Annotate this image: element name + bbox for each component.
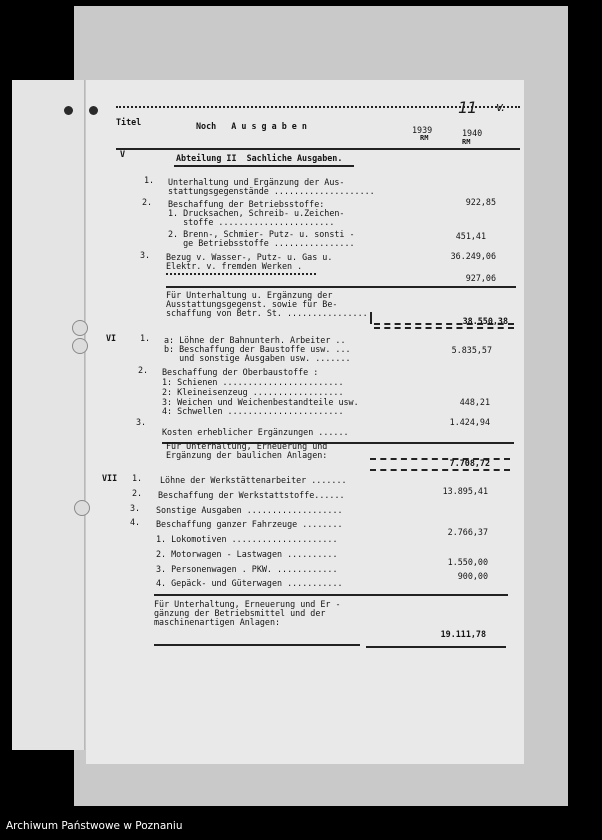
item-line: Kosten erheblicher Ergänzungen ...... (162, 427, 349, 437)
item-amount: 2.766,37 (447, 527, 488, 537)
subtotal-line: gänzung der Betriebsmittel und der (154, 608, 326, 618)
item-line: ge Betriebsstoffe ................ (168, 238, 355, 248)
item-line: b: Beschaffung der Baustoffe usw. ... (164, 344, 351, 354)
item-amount: 5.835,57 (451, 345, 492, 355)
item-amount: 13.895,41 (442, 486, 488, 496)
section-title: Abteilung II Sachliche Ausgaben. (176, 153, 343, 163)
item-number: 2. (132, 488, 143, 498)
item-amount: 448,21 (459, 397, 490, 407)
item-line: Sonstige Ausgaben ................... (156, 505, 343, 515)
item-number: 3. (130, 503, 141, 513)
archive-footer (0, 811, 602, 840)
col-1939-unit: RM (420, 134, 429, 142)
item-amount: 927,06 (465, 273, 496, 283)
item-line: 2. Motorwagen - Lastwagen .......... (156, 549, 338, 559)
item-amount: 451,41 (455, 231, 486, 241)
clip-mark (74, 500, 90, 516)
subtotal-amount: 19.111,78 (440, 629, 486, 639)
subtotal-line: schaffung von Betr. St. ................ (166, 308, 368, 318)
section-roman: VI (106, 333, 117, 343)
item-amount: 1.550,00 (447, 557, 488, 567)
closing-rule (366, 646, 506, 648)
subtotal-line: Für Unterhaltung, Erneuerung und Er - (154, 599, 341, 609)
subtotal-amount: 38.550,38 (462, 316, 508, 326)
item-line: stoffe ....................... (168, 217, 335, 227)
item-line: Beschaffung ganzer Fahrzeuge ........ (156, 519, 343, 529)
subtotal-double-rule (370, 469, 510, 471)
item-line: 2: Kleineisenzeug .................. (162, 387, 344, 397)
item-amount: 922,85 (465, 197, 496, 207)
left-paper-strip (12, 80, 85, 750)
closing-rule (154, 644, 360, 646)
item-line: 3: Weichen und Weichenbestandteile usw. (162, 397, 359, 407)
item-number: 1. (144, 175, 155, 185)
item-line: 1. Lokomotiven ..................... (156, 534, 338, 544)
item-line: Beschaffung der Betriebsstoffe: (168, 199, 325, 209)
header-bottom-rule (116, 148, 520, 150)
section-roman: V (120, 149, 126, 159)
col-1940-unit: RM (462, 138, 471, 146)
item-number: 1. (140, 333, 151, 343)
subtotal-line: Für Unterhaltung u. Ergänzung der (166, 290, 333, 300)
item-line: a: Löhne der Bahnunterh. Arbeiter .. (164, 335, 346, 345)
item-number: 4. (130, 517, 141, 527)
clip-mark (72, 320, 88, 336)
item-number: 2. (138, 365, 149, 375)
subtotal-line: Ergänzung der baulichen Anlagen: (166, 450, 328, 460)
col-titel: Titel (116, 117, 142, 127)
item-line: Unterhaltung und Ergänzung der Aus- (168, 177, 345, 187)
item-line: Beschaffung der Oberbaustoffe : (162, 367, 319, 377)
page-mark: v. (496, 100, 504, 114)
item-number: 3. (136, 417, 147, 427)
col-1939: 1939 (412, 125, 433, 135)
subtotal-double-rule (374, 327, 514, 329)
item-line: 4. Gepäck- und Güterwagen ........... (156, 578, 343, 588)
subtotal-line: Für Unterhaltung, Erneuerung und (166, 441, 328, 451)
item-amount: 36.249,06 (450, 251, 496, 261)
col-description: Noch A u s g a b e n (196, 121, 307, 131)
dotted-rule (166, 273, 316, 275)
subtotal-amount: 7.708,72 (449, 458, 490, 468)
item-line: 1. Drucksachen, Schreib- u.Zeichen- (168, 208, 345, 218)
item-number: 2. (142, 197, 153, 207)
section-title-underline (174, 165, 354, 167)
item-amount: 1.424,94 (449, 417, 490, 427)
subtotal-rule (154, 594, 508, 596)
col-1940: 1940 (462, 128, 483, 138)
subtotal-rule (166, 286, 516, 288)
item-line: stattungsgegenstände .................... (168, 186, 375, 196)
item-number: 1. (132, 473, 143, 483)
subtotal-line: maschinenartigen Anlagen: (154, 617, 281, 627)
punch-hole (64, 106, 73, 115)
item-line: Bezug v. Wasser-, Putz- u. Gas u. (166, 252, 333, 262)
subtotal-line: Ausstattungsgegenst. sowie für Be- (166, 299, 338, 309)
item-line: Löhne der Werkstättenarbeiter ....... (160, 475, 347, 485)
item-line: 2. Brenn-, Schmier- Putz- u. sonsti - (168, 229, 355, 239)
item-line: und sonstige Ausgaben usw. ....... (164, 353, 351, 363)
item-amount: 900,00 (457, 571, 488, 581)
item-line: 1: Schienen ........................ (162, 377, 344, 387)
item-line: 3. Personenwagen . PKW. ............ (156, 564, 338, 574)
section-roman: VII (102, 473, 118, 483)
page-number: 11 (458, 98, 477, 117)
clip-mark (72, 338, 88, 354)
item-line: 4: Schwellen ....................... (162, 406, 344, 416)
item-number: 3. (140, 250, 151, 260)
archive-name: Archiwum Państwowe w Poznaniu (6, 820, 183, 832)
item-line: Elektr. v. fremden Werken . (166, 261, 303, 271)
item-line: Beschaffung der Werkstattstoffe...... (158, 490, 345, 500)
document-page (86, 80, 524, 764)
punch-hole (89, 106, 98, 115)
